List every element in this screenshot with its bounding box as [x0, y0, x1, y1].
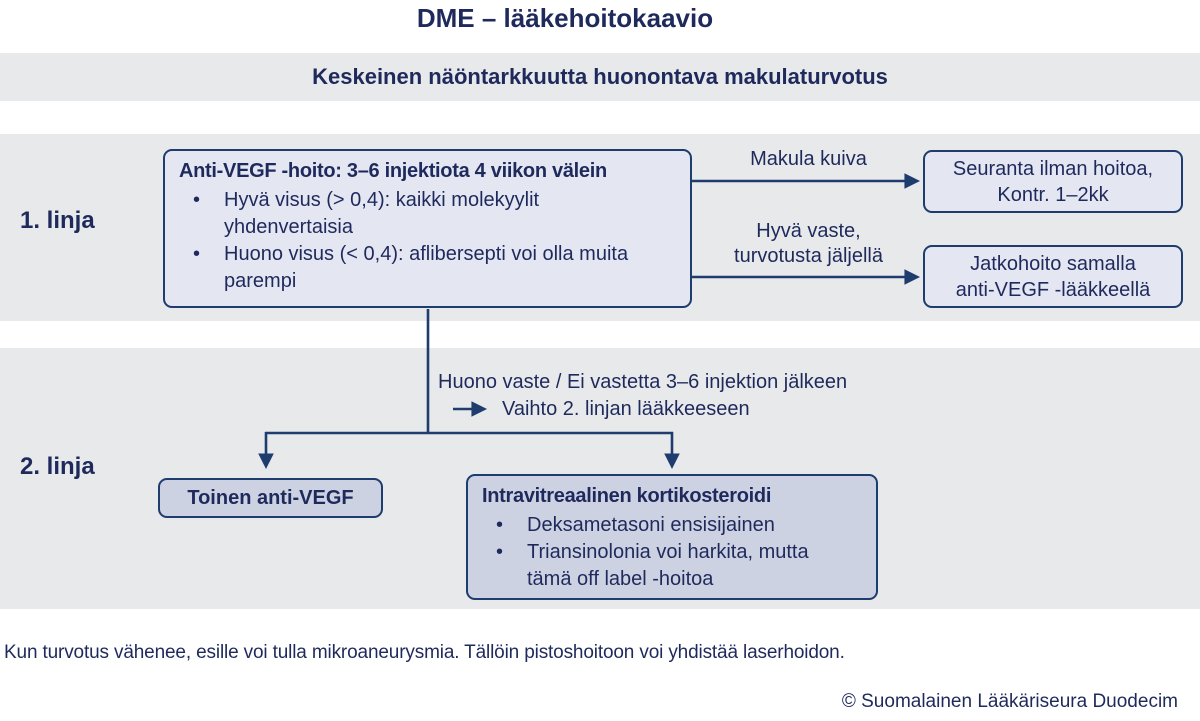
box-toinen-anti-vegf — [158, 478, 383, 518]
box-anti-vegf-bullets — [179, 187, 676, 295]
bullet-hyva-visus: • Hyvä visus (> 0,4): kaikki molekyylit yhdenvertaisia — [179, 187, 676, 241]
box-seuranta-line1: Seuranta ilman hoitoa, — [952, 157, 1154, 180]
box-jatkohoito — [923, 245, 1183, 308]
box-toinen-anti-vegf-label: Toinen anti-VEGF — [187, 486, 354, 509]
edge-label-huono-vaste: Huono vaste / Ei vastetta 3–6 injektion jälkeen — [438, 371, 848, 393]
box-jatkohoito-line2: anti-VEGF -lääkkeellä — [955, 278, 1151, 301]
top-condition-banner: Keskeinen näöntarkkuutta huonontava makulaturvotus — [0, 53, 1200, 101]
edge-label-vaihto: Vaihto 2. linjan lääkkeeseen — [502, 398, 750, 420]
bullet-deksametasoni: • Deksametasoni ensisijainen — [482, 512, 862, 539]
copyright: © Suomalainen Lääkäriseura Duodecim — [841, 691, 1178, 712]
footnote: Kun turvotus vähenee, esille voi tulla mikroaneurysmia. Tällöin pistoshoitoon voi yhdistää laserhoidon. — [4, 642, 845, 663]
edge-label-hyva-vaste-line1: Hyvä vaste, — [756, 220, 861, 242]
section-label-line2: 2. linja — [20, 453, 95, 480]
edge-label-makula-kuiva: Makula kuiva — [750, 148, 867, 170]
edge-label-hyva-vaste — [692, 219, 925, 269]
box-kortikosteroidi-title: Intravitreaalinen kortikosteroidi — [482, 485, 772, 507]
page-title: DME – lääkehoitokaavio — [416, 3, 714, 33]
box-jatkohoito-line1: Jatkohoito samalla — [970, 252, 1136, 275]
box-seuranta — [923, 150, 1183, 213]
box-seuranta-line2: Kontr. 1–2kk — [997, 183, 1109, 206]
box-kortikosteroidi-bullets — [482, 512, 862, 593]
box-kortikosteroidi — [466, 474, 878, 600]
edge-label-hyva-vaste-line2: turvotusta jäljellä — [734, 245, 883, 267]
box-anti-vegf-title: Anti-VEGF -hoito: 3–6 injektiota 4 viikon välein — [179, 160, 607, 182]
bullet-triansinolonia: • Triansinolonia voi harkita, mutta tämä off label -hoitoa — [482, 539, 862, 593]
box-anti-vegf-hoito — [163, 149, 692, 308]
bullet-huono-visus: • Huono visus (< 0,4): aflibersepti voi olla muita parempi — [179, 241, 676, 295]
section-label-line1: 1. linja — [20, 207, 95, 234]
